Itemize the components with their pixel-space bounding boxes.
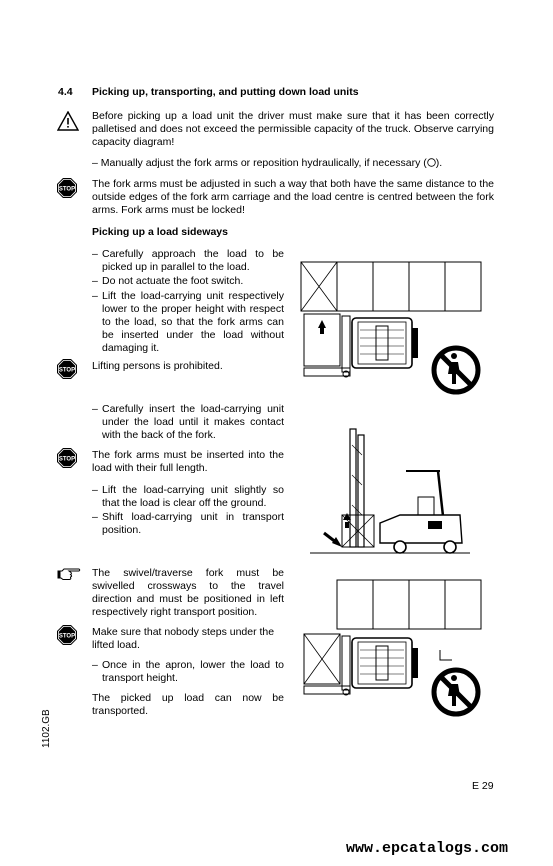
figure-transport-top-view <box>300 578 484 718</box>
pointing-hand-icon <box>57 566 81 582</box>
manual-adjust-text: – Manually adjust the fork arms or reposition hydraulically, if necessary ( <box>92 157 427 169</box>
stop-sign-icon <box>56 358 78 380</box>
list-item: – Carefully approach the load to be picked up in parallel to the load. <box>92 248 284 273</box>
watermark-link[interactable]: www.epcatalogs.com <box>345 840 508 857</box>
svg-text:STOP: STOP <box>58 456 76 463</box>
list-item: – Lift the load-carrying unit respectively lower to the proper height with respect to the load, so that the fork arms can be inserted under the load without damaging it. <box>92 290 284 354</box>
list-item: – Do not actuate the foot switch. <box>92 275 244 287</box>
figure-truck-side-view <box>310 425 470 557</box>
subheading: Picking up a load sideways <box>92 226 228 238</box>
stop-sign-icon <box>56 177 78 199</box>
manual-adjust-line <box>92 157 494 170</box>
stop-sign-icon <box>56 624 78 646</box>
svg-text:STOP: STOP <box>58 186 76 193</box>
figure-pick-up-top-view <box>300 260 484 396</box>
svg-text:STOP: STOP <box>58 367 76 374</box>
stop-text-2: Lifting persons is prohibited. <box>92 360 223 372</box>
list-item: – Carefully insert the load-carrying unit under the load until it makes contact with the back of the fork. <box>92 403 284 441</box>
manual-circle-icon <box>427 158 436 167</box>
manual-adjust-end: ). <box>435 157 443 169</box>
list-item: – Lift the load-carrying unit slightly so that the load is clear off the ground. <box>92 484 284 509</box>
list-item: – Once in the apron, lower the load to transport height. <box>92 659 284 684</box>
svg-text:STOP: STOP <box>58 633 76 640</box>
stop-text-4: Make sure that nobody steps under the lifted load. <box>92 626 275 651</box>
warning-text: Before picking up a load unit the driver must make sure that it has been correctly palletised and does not exceed the permissible capacity of the truck. Observe carrying capacity diagram! <box>92 110 494 148</box>
stop-text-3: The fork arms must be inserted into the load with their full length. <box>92 449 284 474</box>
list-item: – Shift load-carrying unit in transport position. <box>92 511 284 536</box>
stop-text-1: The fork arms must be adjusted in such a way that both have the same distance to the outside edges of the fork arm carriage and the load centre is centred between the fork arms. Fork arms must be locked! <box>92 178 494 216</box>
warning-triangle-icon <box>57 111 79 131</box>
section-number: 4.4 <box>58 86 73 98</box>
note-text: The swivel/traverse fork must be swivelled crossways to the travel direction and must be positioned in left respectively right transport position. <box>92 567 284 618</box>
section-title: Picking up, transporting, and putting down load units <box>92 86 359 98</box>
document-code: 1102.GB <box>41 709 52 748</box>
final-text: The picked up load can now be transported. <box>92 692 284 717</box>
page-number: E 29 <box>472 780 494 792</box>
stop-sign-icon <box>56 447 78 469</box>
